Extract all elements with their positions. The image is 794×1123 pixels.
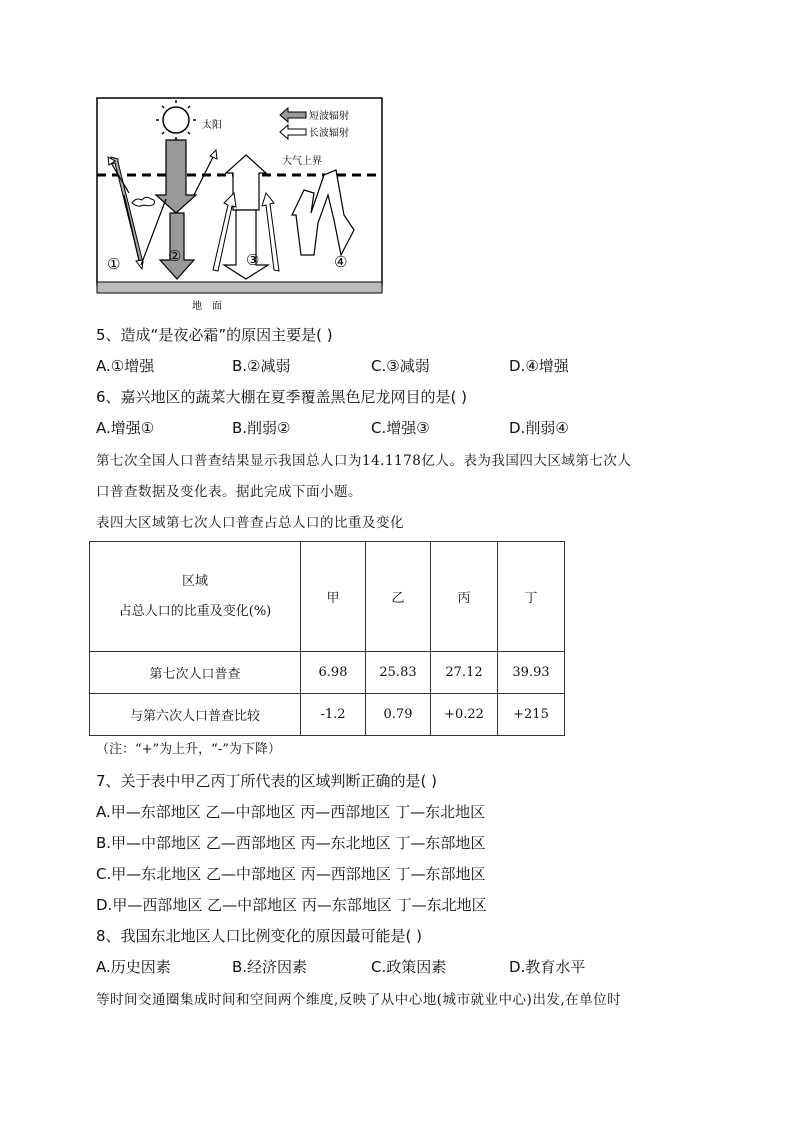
q6-stem: 6、嘉兴地区的蔬菜大棚在夏季覆盖黑色尼龙网目的是( ) bbox=[96, 388, 468, 406]
q8-option-a[interactable]: A.历史因素 bbox=[96, 958, 171, 976]
q8-option-b[interactable]: B.经济因素 bbox=[232, 958, 308, 976]
q6-option-b[interactable]: B.削弱② bbox=[232, 419, 291, 437]
q7-option-b[interactable]: B.甲—中部地区 乙—西部地区 丙—东北地区 丁—东部地区 bbox=[96, 834, 486, 852]
row-label: 第七次人口普查 bbox=[90, 652, 301, 694]
marker-3: ③ bbox=[246, 251, 260, 269]
ground-label: 地 面 bbox=[192, 301, 222, 312]
region-header-bing: 丙 bbox=[431, 542, 498, 652]
table-header-corner bbox=[90, 542, 301, 652]
table-cell: 6.98 bbox=[301, 652, 366, 694]
table-row bbox=[90, 652, 565, 694]
q5-option-c[interactable]: C.③减弱 bbox=[371, 357, 430, 375]
q5-option-a[interactable]: A.①增强 bbox=[96, 357, 155, 375]
table-cell: 0.79 bbox=[366, 694, 431, 736]
marker-1: ① bbox=[107, 255, 121, 273]
long-wave-legend-icon bbox=[280, 125, 306, 139]
table-cell: +0.22 bbox=[431, 694, 498, 736]
sun-icon bbox=[156, 100, 196, 140]
table-note: （注：“+”为上升，“-”为下降） bbox=[96, 742, 281, 757]
q8-option-d[interactable]: D.教育水平 bbox=[509, 958, 586, 976]
q6-option-a[interactable]: A.增强① bbox=[96, 419, 155, 437]
atmosphere-top-label: 大气上界 bbox=[282, 156, 322, 167]
q5-stem: 5、造成“是夜必霜”的原因主要是( ) bbox=[96, 326, 333, 344]
q7-option-c[interactable]: C.甲—东北地区 乙—中部地区 丙—西部地区 丁—东部地区 bbox=[96, 865, 486, 883]
intro-line-2: 口普查数据及变化表。据此完成下面小题。 bbox=[96, 484, 362, 500]
row-label: 与第六次人口普查比较 bbox=[90, 694, 301, 736]
marker-2: ② bbox=[168, 247, 182, 265]
q5-option-d[interactable]: D.④增强 bbox=[509, 357, 569, 375]
region-header-yi: 乙 bbox=[366, 542, 431, 652]
header-region-label: 区域 bbox=[181, 573, 208, 589]
marker-4: ④ bbox=[334, 253, 348, 271]
table-cell: -1.2 bbox=[301, 694, 366, 736]
q7-stem: 7、关于表中甲乙丙丁所代表的区域判断正确的是( ) bbox=[96, 772, 438, 790]
population-table bbox=[89, 541, 565, 736]
long-wave-label: 长波辐射 bbox=[309, 128, 349, 139]
q7-option-a[interactable]: A.甲—东部地区 乙—中部地区 丙—西部地区 丁—东北地区 bbox=[96, 803, 486, 821]
passage-line-1: 等时间交通圈集成时间和空间两个维度,反映了从中心地(城市就业中心)出发,在单位时 bbox=[96, 992, 622, 1008]
table-row bbox=[90, 694, 565, 736]
short-wave-legend-icon bbox=[280, 108, 306, 122]
table-cell: +215 bbox=[498, 694, 565, 736]
cloud-icon bbox=[132, 197, 155, 206]
table-cell: 25.83 bbox=[366, 652, 431, 694]
sun-label: 太阳 bbox=[202, 120, 222, 131]
arrow-4-icon bbox=[292, 170, 354, 255]
region-header-ding: 丁 bbox=[498, 542, 565, 652]
q6-option-c[interactable]: C.增强③ bbox=[371, 419, 430, 437]
table-cell: 39.93 bbox=[498, 652, 565, 694]
header-share-label: 占总人口的比重及变化(%) bbox=[118, 603, 272, 619]
ground-band bbox=[97, 282, 382, 293]
q7-option-d[interactable]: D.甲—西部地区 乙—中部地区 丙—东部地区 丁—东北地区 bbox=[96, 896, 487, 914]
intro-line-1: 第七次全国人口普查结果显示我国总人口为14.1178亿人。表为我国四大区域第七次人 bbox=[96, 453, 632, 469]
region-header-jia: 甲 bbox=[301, 542, 366, 652]
table-cell: 27.12 bbox=[431, 652, 498, 694]
short-wave-label: 短波辐射 bbox=[309, 111, 349, 122]
q5-option-b[interactable]: B.②减弱 bbox=[232, 357, 291, 375]
table-header-row bbox=[90, 542, 565, 652]
q8-option-c[interactable]: C.政策因素 bbox=[371, 958, 447, 976]
q8-stem: 8、我国东北地区人口比例变化的原因最可能是( ) bbox=[96, 927, 423, 945]
radiation-diagram bbox=[96, 95, 386, 315]
table-caption: 表四大区域第七次人口普查占总人口的比重及变化 bbox=[96, 515, 404, 531]
q6-option-d[interactable]: D.削弱④ bbox=[509, 419, 569, 437]
